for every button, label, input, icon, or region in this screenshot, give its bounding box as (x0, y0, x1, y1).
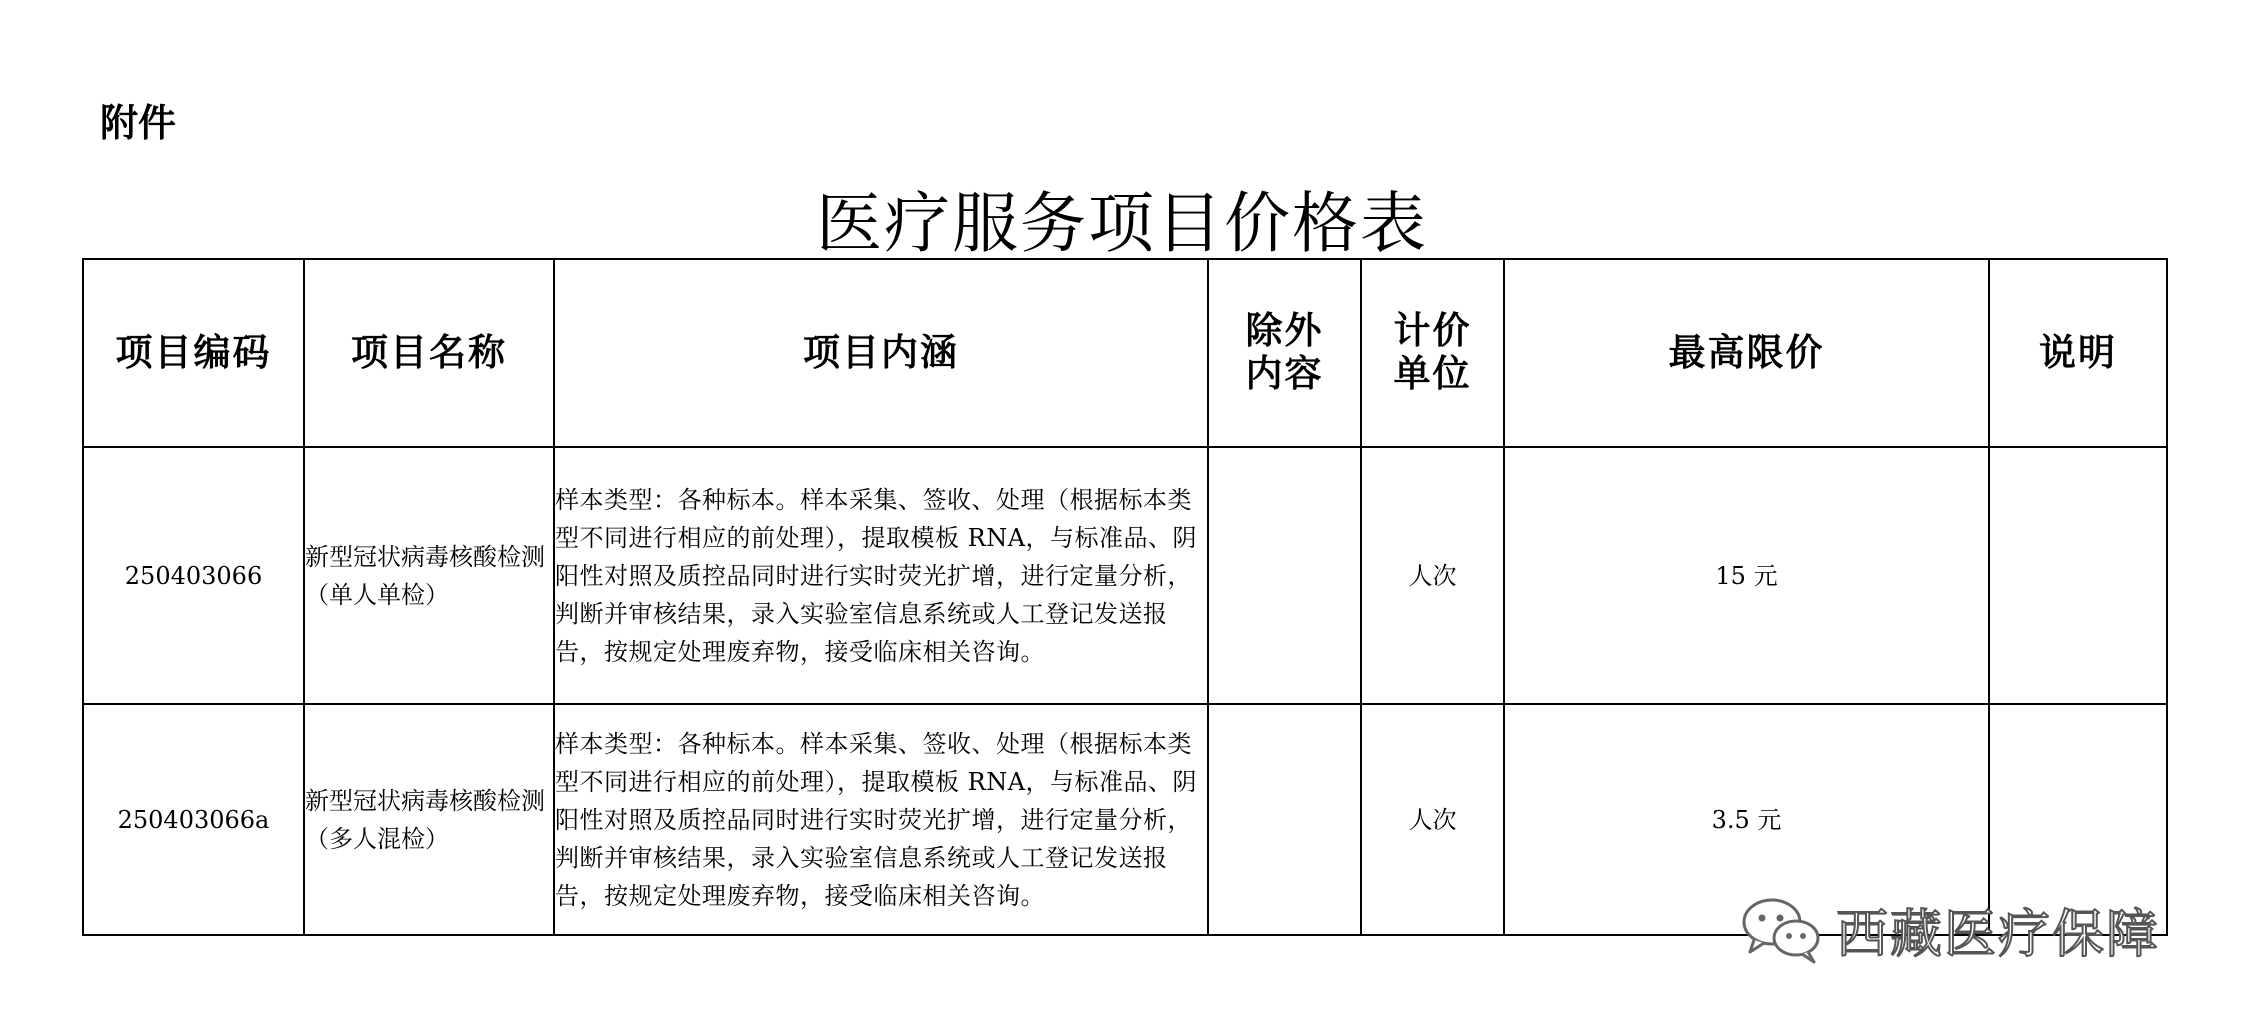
header-max-price: 最高限价 (1504, 259, 1989, 447)
header-code: 项目编码 (83, 259, 304, 447)
watermark (1740, 892, 2160, 967)
cell-name: 新型冠状病毒核酸检测（单人单检） (304, 447, 554, 704)
wechat-icon (1740, 894, 1824, 966)
header-unit-label: 计价单位 (1393, 309, 1472, 395)
price-table (82, 258, 2168, 936)
table-row (83, 447, 2167, 704)
header-exclusions (1208, 259, 1361, 447)
header-unit (1361, 259, 1504, 447)
cell-max-price: 3.5 元 (1504, 704, 1989, 935)
cell-code: 250403066 (83, 447, 304, 704)
cell-exclusions (1208, 447, 1361, 704)
cell-exclusions (1208, 704, 1361, 935)
header-note: 说明 (1989, 259, 2167, 447)
header-exclusions-label: 除外内容 (1245, 309, 1324, 395)
header-content: 项目内涵 (554, 259, 1208, 447)
attachment-label: 附件 (100, 101, 177, 145)
cell-unit: 人次 (1361, 447, 1504, 704)
cell-code: 250403066a (83, 704, 304, 935)
table-header-row (83, 259, 2167, 447)
document-title: 医疗服务项目价格表 (816, 185, 1428, 262)
cell-note (1989, 447, 2167, 704)
watermark-text: 西藏医疗保障 (1836, 905, 2161, 965)
cell-max-price: 15 元 (1504, 447, 1989, 704)
cell-content: 样本类型：各种标本。样本采集、签收、处理（根据标本类型不同进行相应的前处理），提取模板 RNA，与标准品、阴阳性对照及质控品同时进行实时荧光扩增，进行定量分析，判断并审核结果，录入实验室信息系统或人工登记发送报告，按规定处理废弃物，接受临床相关咨询。 (554, 704, 1208, 935)
cell-name: 新型冠状病毒核酸检测（多人混检） (304, 704, 554, 935)
header-name: 项目名称 (304, 259, 554, 447)
cell-content: 样本类型：各种标本。样本采集、签收、处理（根据标本类型不同进行相应的前处理），提取模板 RNA，与标准品、阴阳性对照及质控品同时进行实时荧光扩增，进行定量分析，判断并审核结果，录入实验室信息系统或人工登记发送报告，按规定处理废弃物，接受临床相关咨询。 (554, 447, 1208, 704)
cell-unit: 人次 (1361, 704, 1504, 935)
